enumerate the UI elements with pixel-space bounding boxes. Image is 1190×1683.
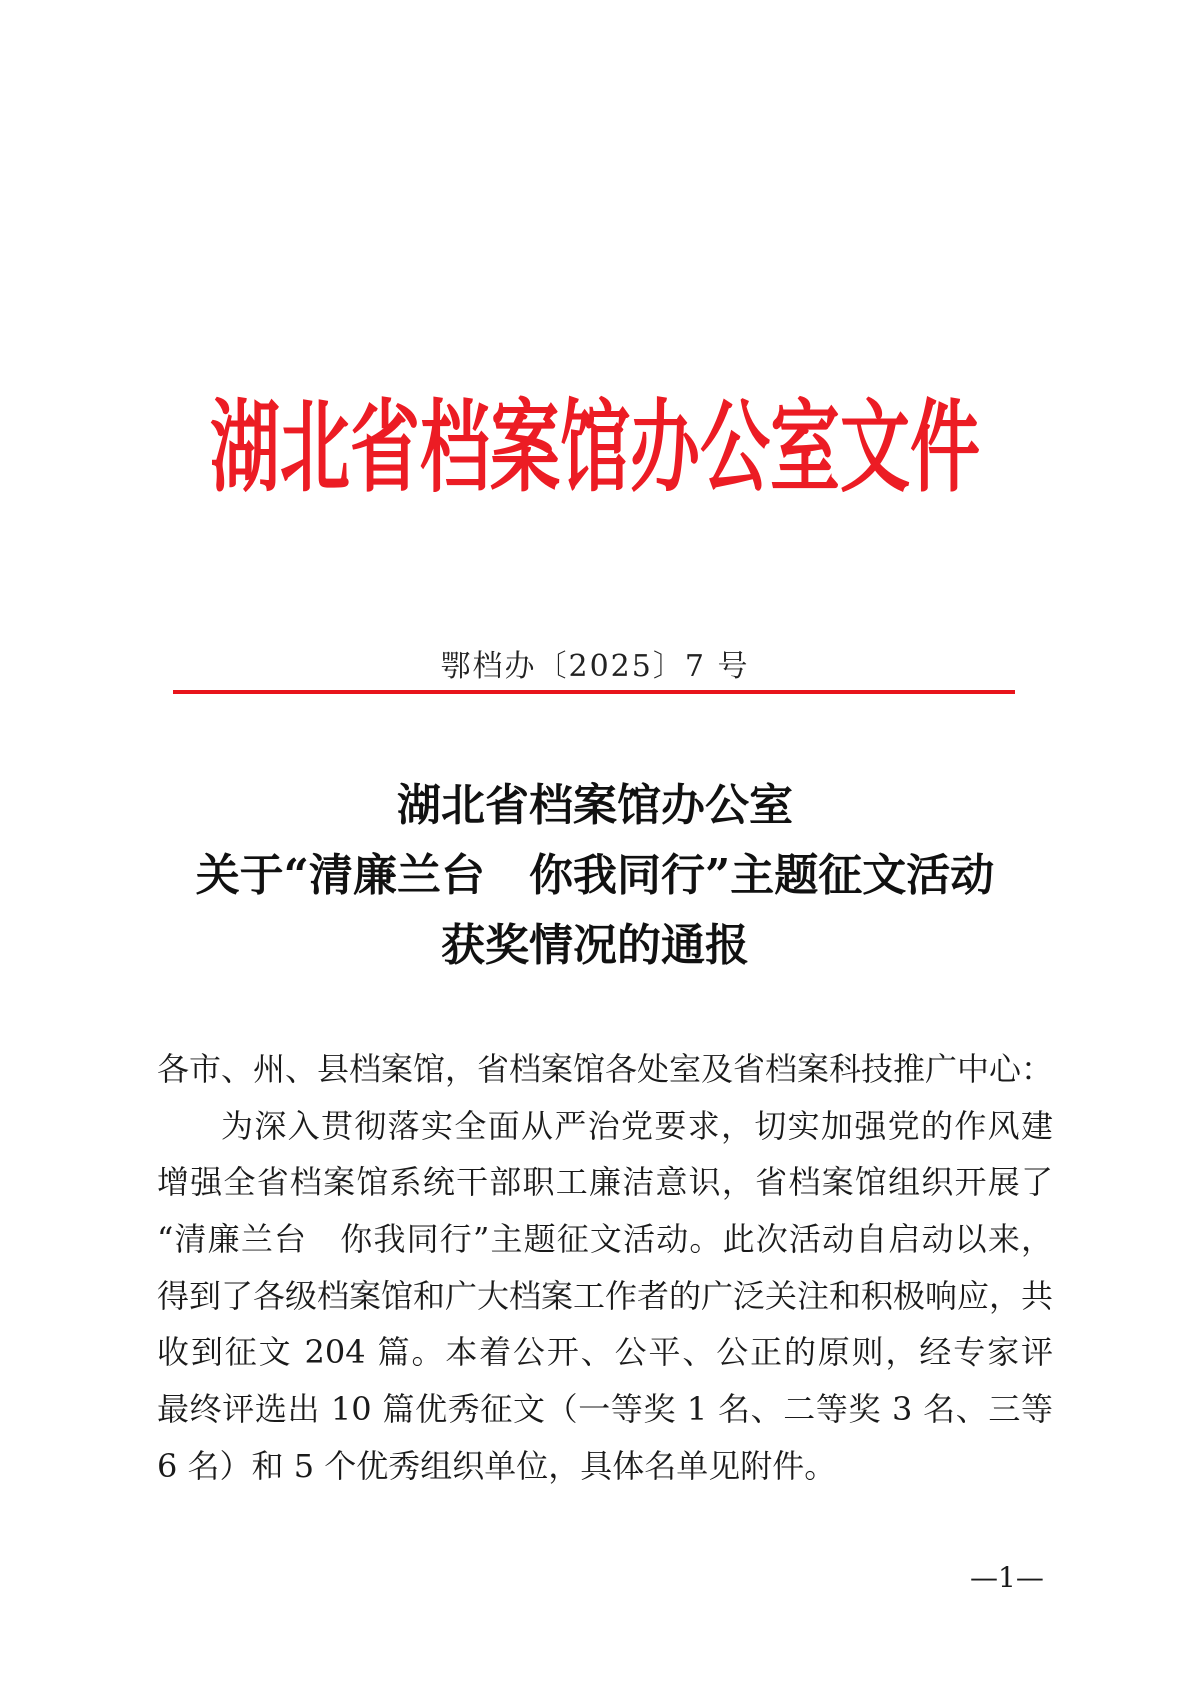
document-number: 鄂档办〔2025〕7 号 [440,649,750,684]
red-header-title-block [0,382,1190,512]
paragraph-line-6: 最终评选出 10 篇优秀征文（一等奖 1 名、二等奖 3 名、三等 [157,1390,1053,1429]
heading-line-2: 关于“清廉兰台 你我同行”主题征文活动 [195,850,995,901]
salutation: 各市、州、县档案馆，省档案馆各处室及省档案科技推广中心： [157,1050,1053,1088]
red-header-title: 湖北省档案馆办公室文件 [210,388,980,506]
red-separator-rule [173,690,1015,694]
paragraph-line-5: 收到征文 204 篇。本着公开、公平、公正的原则，经专家评 [157,1333,1053,1372]
paragraph-line-3: “清廉兰台 你我同行”主题征文活动。此次活动自启动以来， [157,1220,1053,1259]
heading-line-3: 获奖情况的通报 [441,920,749,971]
heading-line-1: 湖北省档案馆办公室 [397,780,793,831]
paragraph-line-7: 6 名）和 5 个优秀组织单位，具体名单见附件。 [157,1446,837,1485]
page-number: —1— [970,1561,1044,1594]
paragraph-line-1: 为深入贯彻落实全面从严治党要求，切实加强党的作风建 [221,1106,1053,1145]
paragraph-line-2: 增强全省档案馆系统干部职工廉洁意识，省档案馆组织开展了 [157,1163,1053,1202]
document-body [157,1041,1053,1495]
paragraph-line-4: 得到了各级档案馆和广大档案工作者的广泛关注和积极响应，共 [157,1276,1053,1315]
document-heading [100,771,1090,981]
